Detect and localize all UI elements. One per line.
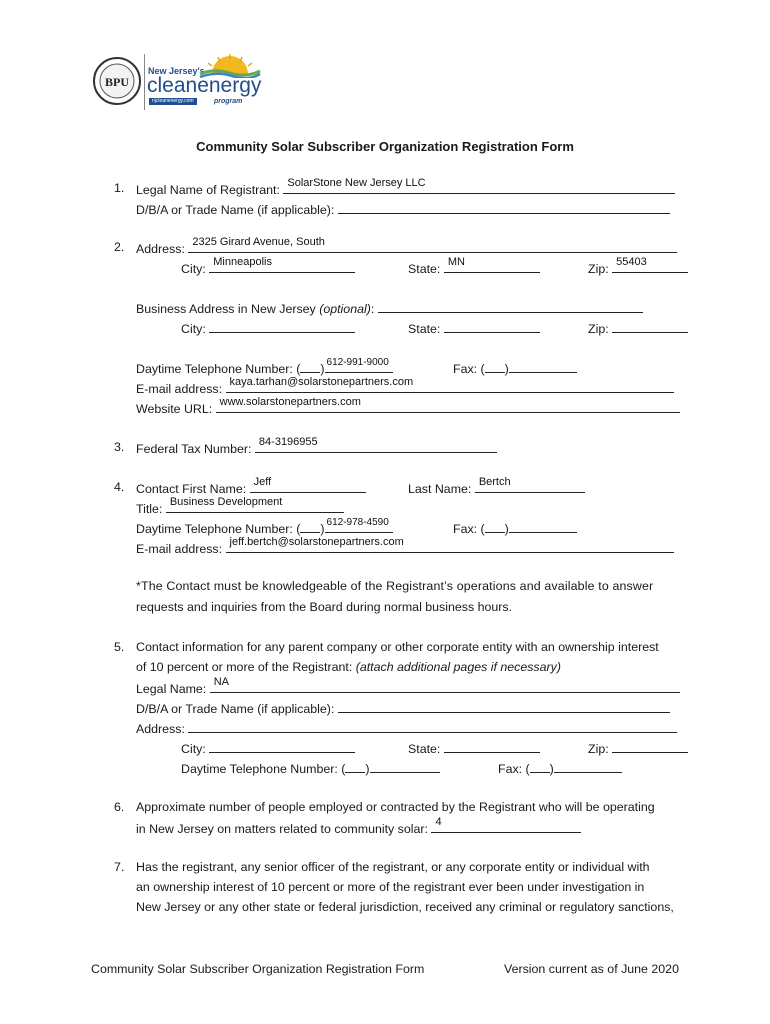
address-value: 2325 Girard Avenue, South — [192, 236, 325, 248]
parent-phone-paren: ) — [365, 762, 370, 776]
parent-phone-row — [181, 760, 440, 777]
parent-dba-label: D/B/A or Trade Name (if applicable): — [136, 702, 335, 716]
parent-legal-label: Legal Name: — [136, 682, 207, 696]
item-1-legal-name-row — [136, 177, 675, 198]
fax-area-field[interactable] — [485, 360, 505, 373]
logo — [92, 48, 272, 118]
nj-address-label: Business Address in New Jersey — [136, 302, 316, 316]
last-name-label: Last Name: — [408, 482, 472, 496]
nj-state-label: State: — [408, 322, 441, 336]
parent-state-row — [408, 740, 540, 757]
tax-label: Federal Tax Number: — [136, 442, 252, 456]
state-label: State: — [408, 262, 441, 276]
contact-phone-area-field[interactable] — [300, 520, 320, 533]
last-name-field[interactable] — [475, 476, 585, 493]
parent-intro-line1: Contact information for any parent company or other corporate entity with an ownership interest — [136, 640, 659, 654]
item-1-number: 1. — [114, 181, 125, 195]
nj-business-address-row — [136, 300, 643, 317]
parent-address-field[interactable] — [188, 720, 677, 733]
parent-phone-area-field[interactable] — [345, 760, 365, 773]
tax-field[interactable] — [255, 436, 497, 453]
parent-state-label: State: — [408, 742, 441, 756]
item-4-number: 4. — [114, 480, 125, 494]
nj-state-row — [408, 320, 540, 337]
state-row — [408, 256, 540, 277]
contact-title-row — [136, 496, 344, 517]
parent-address-row — [136, 720, 677, 737]
nj-city-field[interactable] — [209, 320, 355, 333]
brand-line2: cleanenergy — [147, 74, 262, 97]
title-label: Title: — [136, 502, 163, 516]
title-field[interactable] — [166, 496, 344, 513]
logo-divider — [144, 54, 145, 110]
parent-phone-label: Daytime Telephone Number: ( — [181, 762, 346, 776]
state-value: MN — [447, 256, 465, 268]
nj-zip-row — [588, 320, 688, 337]
contact-phone-value: 612-978-4590 — [326, 517, 389, 528]
city-field[interactable] — [209, 256, 355, 273]
contact-email-row — [136, 536, 674, 557]
parent-zip-label: Zip: — [588, 742, 609, 756]
parent-dba-row — [136, 700, 670, 717]
parent-city-label: City: — [181, 742, 206, 756]
zip-field[interactable] — [612, 256, 688, 273]
phone-area-field[interactable] — [300, 360, 320, 373]
website-field[interactable] — [216, 396, 680, 413]
first-name-label: Contact First Name: — [136, 482, 247, 496]
parent-fax-paren: ) — [549, 762, 554, 776]
brand-tagline: njcleanenergy.com — [149, 98, 197, 105]
nj-address-colon: : — [370, 302, 375, 316]
employees-field[interactable] — [431, 816, 581, 833]
form-title: Community Solar Subscriber Organization Registration Form — [196, 139, 574, 154]
fax-label: Fax: ( — [453, 362, 485, 376]
contact-fax-paren: ) — [504, 522, 509, 536]
item-2-number: 2. — [114, 240, 125, 254]
fax-row — [453, 360, 577, 377]
tax-value: 84-3196955 — [258, 436, 318, 448]
nj-address-optional: (optional) — [319, 302, 371, 316]
parent-intro-note: (attach additional pages if necessary) — [355, 660, 561, 674]
contact-fax-area-field[interactable] — [485, 520, 505, 533]
parent-phone-field[interactable] — [370, 760, 440, 773]
nj-city-row — [181, 320, 355, 337]
contact-fax-label: Fax: ( — [453, 522, 485, 536]
phone-label: Daytime Telephone Number: ( — [136, 362, 301, 376]
phone-paren: ) — [320, 362, 325, 376]
fax-field[interactable] — [509, 360, 577, 373]
contact-fax-field[interactable] — [509, 520, 577, 533]
state-field[interactable] — [444, 256, 540, 273]
website-value: www.solarstonepartners.com — [219, 396, 361, 408]
zip-row — [588, 256, 688, 277]
contact-phone-paren: ) — [320, 522, 325, 536]
legal-name-field[interactable] — [283, 177, 675, 194]
email-value: kaya.tarhan@solarstonepartners.com — [229, 376, 414, 388]
svg-text:BPU: BPU — [105, 75, 129, 89]
email-row — [136, 376, 674, 397]
nj-state-field[interactable] — [444, 320, 540, 333]
parent-fax-field[interactable] — [554, 760, 622, 773]
parent-fax-row — [498, 760, 622, 777]
bpu-seal-icon — [92, 56, 142, 106]
zip-value: 55403 — [616, 256, 647, 268]
contact-fax-row — [453, 520, 577, 537]
contact-email-value: jeff.bertch@solarstonepartners.com — [229, 536, 404, 548]
employees-label: in New Jersey on matters related to community solar: — [136, 822, 428, 836]
email-label: E-mail address: — [136, 382, 223, 396]
parent-fax-label: Fax: ( — [498, 762, 530, 776]
item-7-number: 7. — [114, 860, 125, 874]
contact-email-label: E-mail address: — [136, 542, 223, 556]
parent-address-label: Address: — [136, 722, 185, 736]
nj-zip-field[interactable] — [612, 320, 688, 333]
parent-legal-row — [136, 676, 680, 697]
email-field[interactable] — [226, 376, 674, 393]
city-label: City: — [181, 262, 206, 276]
parent-state-field[interactable] — [444, 740, 540, 753]
parent-legal-field[interactable] — [210, 676, 680, 693]
parent-fax-area-field[interactable] — [530, 760, 550, 773]
contact-note-line2: requests and inquiries from the Board during normal business hours. — [136, 600, 513, 614]
parent-dba-field[interactable] — [338, 700, 670, 713]
fax-paren: ) — [504, 362, 509, 376]
website-label: Website URL: — [136, 402, 213, 416]
employees-value: 4 — [435, 816, 442, 828]
item-5-number: 5. — [114, 640, 125, 654]
footer-version: Version current as of June 2020 — [504, 962, 679, 976]
last-name-value: Bertch — [478, 476, 511, 488]
title-value: Business Development — [169, 496, 283, 508]
zip-label: Zip: — [588, 262, 609, 276]
first-name-value: Jeff — [253, 476, 272, 488]
contact-note-line1: *The Contact must be knowledgeable of the Registrant’s operations and available to answer — [136, 579, 654, 593]
parent-city-row — [181, 740, 355, 757]
website-row — [136, 396, 680, 417]
city-value: Minneapolis — [213, 256, 272, 268]
first-name-field[interactable] — [250, 476, 366, 493]
contact-phone-field[interactable] — [325, 517, 393, 533]
address-field[interactable] — [188, 236, 677, 253]
contact-last-row — [408, 476, 585, 497]
employees-row — [136, 816, 581, 837]
item-3-number: 3. — [114, 440, 125, 454]
nj-zip-label: Zip: — [588, 322, 609, 336]
investigation-line3: New Jersey or any other state or federal jurisdiction, received any criminal or regulatory sanctions, — [136, 900, 674, 914]
nj-city-label: City: — [181, 322, 206, 336]
parent-legal-value: NA — [213, 676, 229, 688]
dba-label: D/B/A or Trade Name (if applicable): — [136, 203, 335, 217]
parent-intro-text: of 10 percent or more of the Registrant: — [136, 660, 353, 674]
investigation-line1: Has the registrant, any senior officer of the registrant, or any corporate entity or individual with — [136, 860, 650, 874]
phone-value: 612-991-9000 — [326, 357, 389, 368]
item-6-number: 6. — [114, 800, 125, 814]
parent-intro-line2 — [136, 660, 561, 675]
parent-zip-field[interactable] — [612, 740, 688, 753]
legal-name-value: SolarStone New Jersey LLC — [287, 177, 426, 189]
contact-email-field[interactable] — [226, 536, 674, 553]
item-1-dba-row — [136, 201, 670, 218]
city-row — [181, 256, 355, 277]
footer-form-name: Community Solar Subscriber Organization Registration Form — [91, 962, 425, 976]
legal-name-label: Legal Name of Registrant: — [136, 183, 280, 197]
parent-zip-row — [588, 740, 688, 757]
parent-city-field[interactable] — [209, 740, 355, 753]
tax-row — [136, 436, 497, 457]
contact-phone-label: Daytime Telephone Number: ( — [136, 522, 301, 536]
phone-field[interactable] — [325, 357, 393, 373]
nj-address-field[interactable] — [378, 300, 643, 313]
brand-line3: program — [214, 98, 243, 105]
dba-field[interactable] — [338, 201, 670, 214]
employees-line1: Approximate number of people employed or contracted by the Registrant who will be operating — [136, 800, 655, 814]
investigation-line2: an ownership interest of 10 percent or more of the registrant ever been under investigation in — [136, 880, 645, 894]
address-label: Address: — [136, 242, 185, 256]
brand-line1: New Jersey's — [148, 66, 205, 76]
